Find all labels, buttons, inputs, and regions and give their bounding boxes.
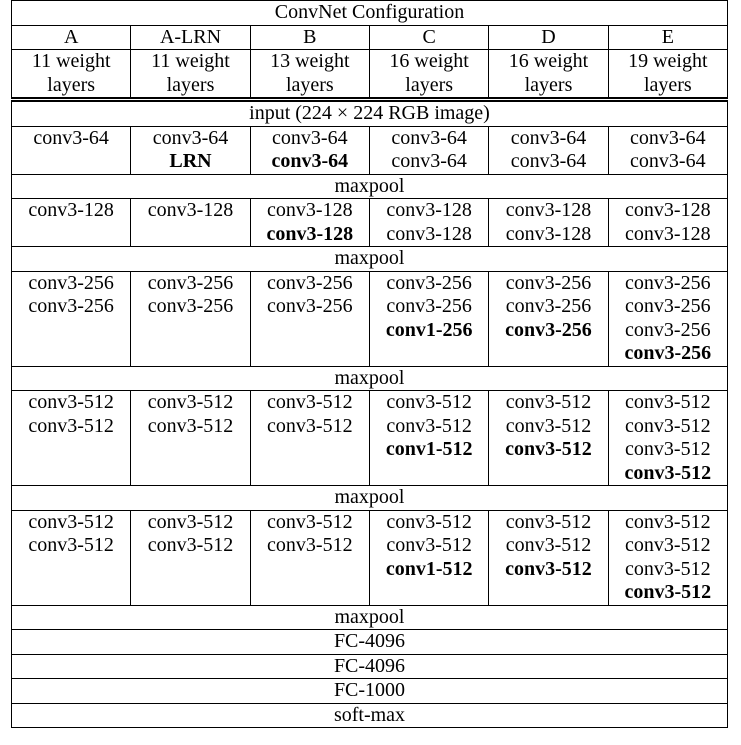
tail-layer: soft-max	[12, 703, 728, 728]
column-header-d: D	[489, 25, 608, 50]
layer-label: conv3-256	[625, 295, 711, 317]
convnet-config-table-wrapper	[11, 0, 728, 728]
layer-label: conv3-512	[505, 391, 592, 413]
layer-cell-b	[250, 199, 369, 247]
layer-cell-b	[250, 126, 369, 174]
pool-layer: maxpool	[12, 247, 728, 272]
layer-cell-a	[12, 126, 131, 174]
layer-label: conv3-512	[147, 510, 234, 533]
tail-layer: FC-4096	[12, 630, 728, 655]
layer-label: conv3-128	[625, 222, 711, 245]
layer-label: conv3-256	[147, 295, 234, 317]
layer-label: conv3-256	[267, 295, 353, 317]
layer-label: conv3-512	[386, 391, 472, 413]
depth-a-lrn-line2: layers	[166, 73, 215, 96]
depth-a	[12, 50, 131, 100]
table-title: ConvNet Configuration	[12, 1, 728, 26]
layer-label: conv3-64	[630, 150, 706, 172]
layer-cell-b	[250, 391, 369, 486]
depth-b-line2: layers	[285, 73, 334, 96]
depth-b	[250, 50, 369, 100]
layer-label: conv3-128	[625, 199, 711, 221]
layer-label: conv3-64	[510, 150, 587, 172]
layer-cell-d	[489, 271, 608, 366]
depth-d	[489, 50, 608, 100]
layer-cell-a-lrn	[131, 199, 250, 247]
depth-e	[608, 50, 727, 100]
depth-a-lrn	[131, 50, 250, 100]
layer-cell-c	[369, 391, 488, 486]
layer-cell-a	[12, 199, 131, 247]
tail-layer: FC-1000	[12, 679, 728, 704]
layer-label: conv3-512	[147, 414, 234, 437]
layer-cell-c	[369, 199, 488, 247]
pool-layer: maxpool	[12, 605, 728, 630]
pool-row-5	[12, 605, 728, 630]
layer-label: conv1-512	[385, 438, 473, 460]
layer-label: conv3-512	[505, 438, 592, 460]
layer-label: conv3-256	[505, 318, 592, 341]
layer-cell-a	[12, 271, 131, 366]
conv-block-row-3	[12, 271, 728, 366]
layer-cell-c	[369, 126, 488, 174]
layer-label: conv3-256	[625, 271, 711, 294]
layer-label: conv3-256	[267, 271, 353, 294]
layer-label: conv3-64	[391, 150, 467, 172]
layer-label: conv3-512	[625, 391, 711, 413]
pool-layer: maxpool	[12, 486, 728, 511]
layer-label: conv3-512	[28, 414, 114, 437]
layer-label: conv3-512	[505, 414, 592, 437]
layer-label: conv3-128	[266, 222, 354, 245]
layer-label: conv3-64	[391, 126, 467, 149]
depth-c	[369, 50, 488, 100]
layer-label: conv3-256	[625, 318, 711, 341]
layer-cell-a-lrn	[131, 126, 250, 174]
layer-label: conv3-256	[505, 295, 592, 317]
conv-block-row-4	[12, 391, 728, 486]
layer-label: conv3-512	[28, 510, 114, 533]
layer-label: conv3-64	[152, 126, 229, 149]
layer-label: conv3-512	[267, 534, 353, 556]
layer-cell-e	[608, 126, 727, 174]
layer-cell-a-lrn	[131, 510, 250, 605]
layer-label: conv3-512	[147, 391, 234, 413]
input-row	[12, 100, 728, 127]
tail-row-2	[12, 654, 728, 679]
layer-label: conv3-64	[271, 150, 349, 172]
depth-c-line2: layers	[405, 73, 454, 96]
tail-row-1	[12, 630, 728, 655]
layer-label: conv3-128	[505, 222, 592, 245]
layer-label: conv3-512	[505, 534, 592, 556]
layer-label: conv3-512	[386, 534, 472, 556]
layer-cell-e	[608, 391, 727, 486]
layer-label: conv3-512	[505, 510, 592, 533]
layer-label: conv1-512	[385, 557, 473, 580]
layer-cell-a-lrn	[131, 391, 250, 486]
layer-label: conv3-256	[386, 295, 472, 317]
input-spec: input (224 × 224 RGB image)	[12, 100, 728, 127]
pool-layer: maxpool	[12, 366, 728, 391]
depth-c-line1: 16 weight	[389, 50, 469, 72]
pool-row-4	[12, 486, 728, 511]
layer-cell-d	[489, 126, 608, 174]
layer-label: conv3-512	[267, 510, 353, 533]
layer-label: conv3-512	[625, 534, 711, 556]
layer-label: conv3-512	[28, 534, 114, 556]
layer-label: conv3-128	[267, 199, 353, 221]
layer-label: conv3-512	[505, 557, 592, 580]
layer-label: conv3-512	[267, 414, 353, 437]
layer-label: conv3-128	[147, 199, 234, 221]
layer-cell-d	[489, 510, 608, 605]
layer-label: conv3-256	[505, 271, 592, 294]
layer-cell-d	[489, 199, 608, 247]
layer-label: LRN	[169, 150, 212, 172]
layer-cell-d	[489, 391, 608, 486]
layer-cell-c	[369, 271, 488, 366]
layer-label: conv3-512	[386, 510, 472, 533]
layer-label: conv3-512	[386, 414, 472, 437]
layer-cell-c	[369, 510, 488, 605]
tail-row-4	[12, 703, 728, 728]
layer-label: conv3-128	[28, 199, 114, 221]
layer-label: conv3-512	[625, 438, 711, 460]
layer-label: conv3-256	[386, 271, 472, 294]
depth-d-line1: 16 weight	[508, 50, 589, 72]
table-body	[12, 1, 728, 728]
layer-label: conv3-256	[28, 295, 114, 317]
layer-label: conv3-128	[386, 222, 472, 245]
depth-row	[12, 50, 728, 100]
layer-label: conv3-512	[624, 581, 712, 603]
depth-b-line1: 13 weight	[270, 50, 350, 72]
layer-cell-e	[608, 271, 727, 366]
conv-block-row-1	[12, 126, 728, 174]
pool-layer: maxpool	[12, 174, 728, 199]
layer-cell-e	[608, 510, 727, 605]
layer-label: conv3-256	[28, 271, 114, 294]
layer-label: conv3-64	[630, 126, 706, 149]
depth-a-lrn-line1: 11 weight	[151, 50, 230, 72]
depth-a-line1: 11 weight	[31, 50, 111, 72]
layer-cell-a	[12, 510, 131, 605]
depth-d-line2: layers	[524, 73, 573, 96]
layer-label: conv3-256	[624, 342, 712, 364]
tail-layer: FC-4096	[12, 654, 728, 679]
title-row	[12, 1, 728, 26]
pool-row-3	[12, 366, 728, 391]
layer-cell-e	[608, 199, 727, 247]
layer-label: conv3-128	[505, 199, 592, 221]
layer-label: conv3-64	[272, 126, 348, 149]
layer-cell-a-lrn	[131, 271, 250, 366]
layer-cell-a	[12, 391, 131, 486]
layer-label: conv3-64	[33, 126, 109, 149]
column-header-a: A	[12, 25, 131, 50]
convnet-config-table	[11, 0, 728, 728]
layer-label: conv3-512	[28, 391, 114, 413]
pool-row-2	[12, 247, 728, 272]
layer-cell-b	[250, 510, 369, 605]
depth-e-line1: 19 weight	[628, 50, 708, 72]
tail-row-3	[12, 679, 728, 704]
column-header-a-lrn: A-LRN	[131, 25, 250, 50]
layer-label: conv1-256	[385, 318, 473, 341]
column-header-e: E	[608, 25, 727, 50]
layer-cell-b	[250, 271, 369, 366]
depth-a-line2: layers	[47, 73, 96, 96]
layer-label: conv3-512	[624, 461, 712, 484]
layer-label: conv3-256	[147, 271, 234, 294]
conv-block-row-2	[12, 199, 728, 247]
depth-e-line2: layers	[643, 73, 692, 96]
layer-label: conv3-64	[510, 126, 587, 149]
column-header-c: C	[369, 25, 488, 50]
layer-label: conv3-512	[147, 534, 234, 556]
layer-label: conv3-128	[386, 199, 472, 221]
conv-block-row-5	[12, 510, 728, 605]
layer-label: conv3-512	[625, 414, 711, 437]
pool-row-1	[12, 174, 728, 199]
layer-label: conv3-512	[267, 391, 353, 413]
column-header-row	[12, 25, 728, 50]
layer-label: conv3-512	[625, 510, 711, 533]
column-header-b: B	[250, 25, 369, 50]
layer-label: conv3-512	[625, 557, 711, 580]
